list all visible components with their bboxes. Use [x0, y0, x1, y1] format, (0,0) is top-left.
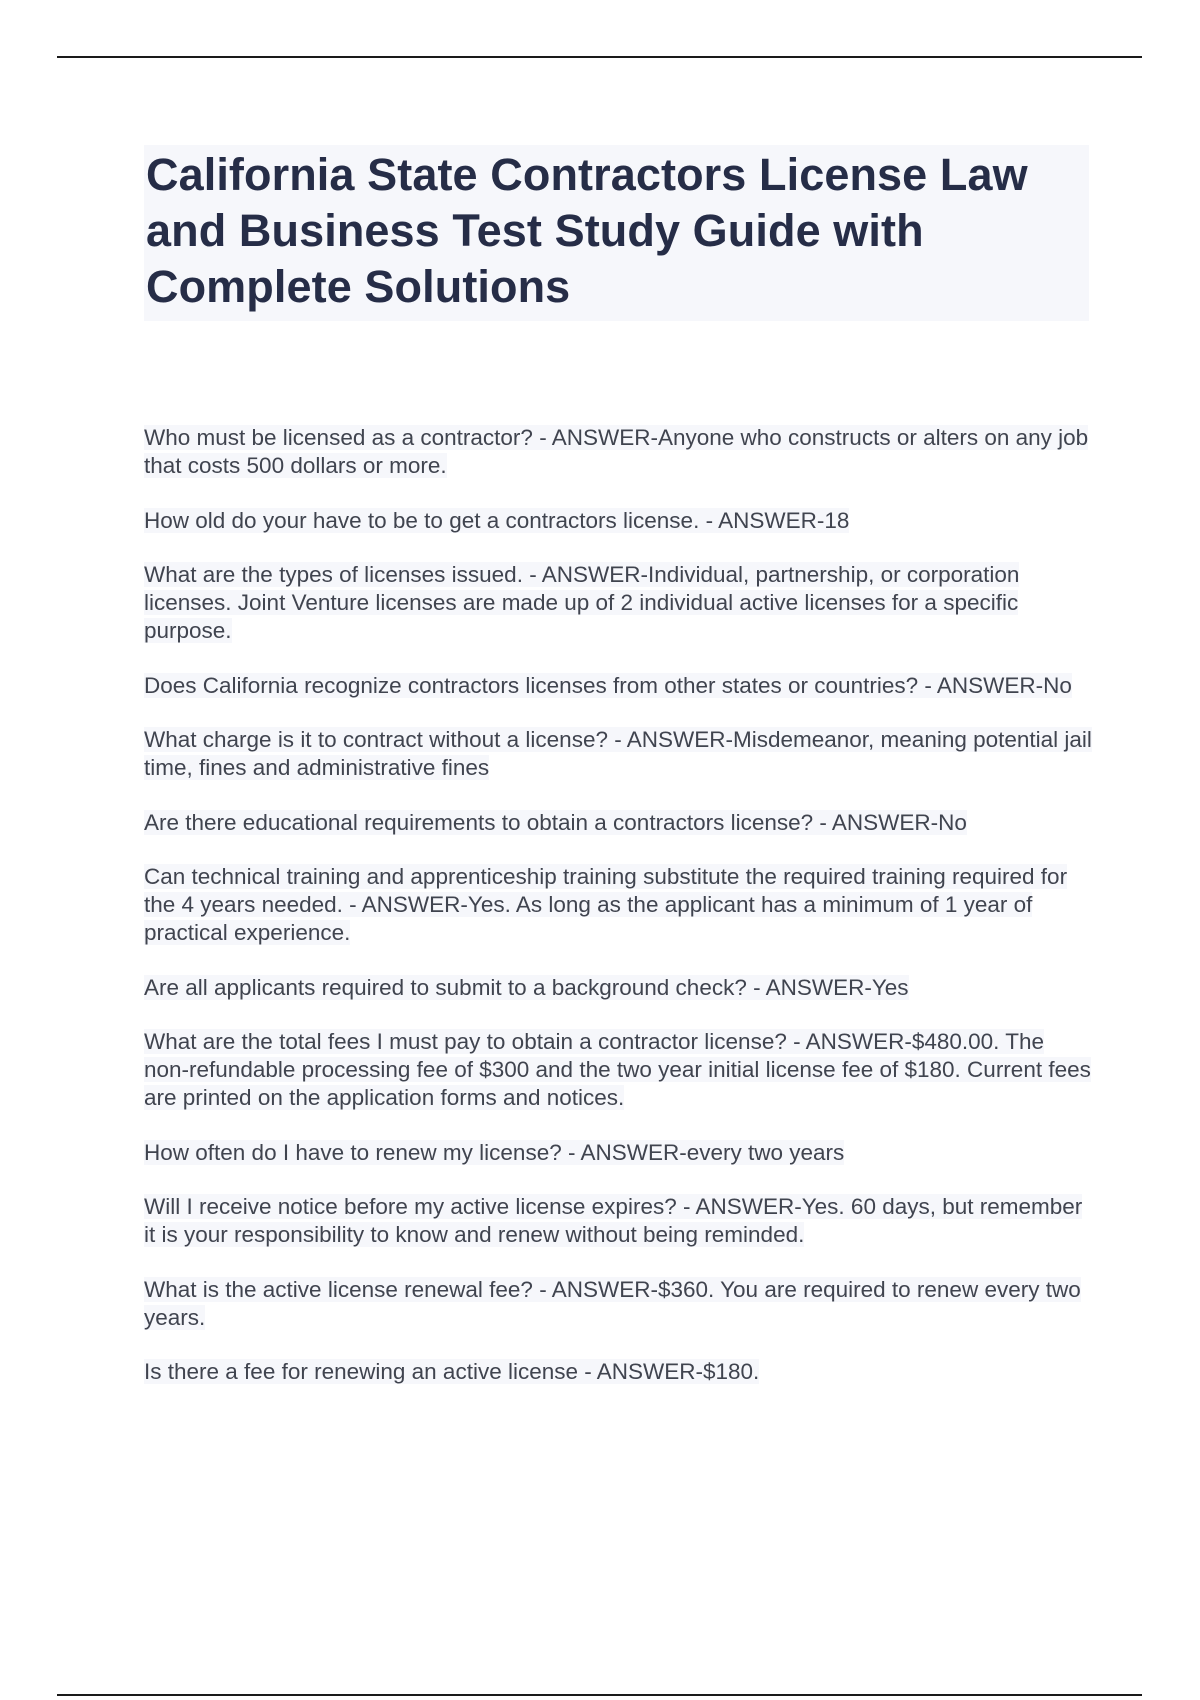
qa-text: Can technical training and apprenticeship training substitute the required training required for the 4 years needed. - ANSWER-Yes. As long as the applicant has a minimum of 1 year of practical experience. [144, 864, 1068, 945]
qa-item [144, 424, 1094, 480]
qa-item [144, 809, 1094, 837]
qa-text: What are the total fees I must pay to obtain a contractor license? - ANSWER-$480.00. The non-refundable processing fee of $300 and the two year initial license fee of $180. Current fees are printed on the application forms and notices. [144, 1029, 1091, 1110]
qa-item [144, 672, 1094, 700]
qa-item [144, 1028, 1094, 1112]
bottom-rule [57, 1694, 1142, 1696]
qa-item [144, 1276, 1094, 1332]
qa-item [144, 1193, 1094, 1249]
title-block [144, 145, 1089, 321]
qa-text: What charge is it to contract without a license? - ANSWER-Misdemeanor, meaning potential jail time, fines and administrative fines [144, 727, 1092, 780]
qa-text: Are there educational requirements to obtain a contractors license? - ANSWER-No [144, 809, 967, 835]
qa-item [144, 561, 1094, 645]
qa-text: Are all applicants required to submit to a background check? - ANSWER-Yes [144, 974, 909, 1000]
qa-text: What are the types of licenses issued. - ANSWER-Individual, partnership, or corporation licenses. Joint Venture licenses are made up of 2 individual active licenses for a specific purpose. [144, 562, 1020, 643]
qa-item [144, 1358, 1094, 1386]
qa-item [144, 863, 1094, 947]
top-rule [57, 56, 1142, 58]
qa-item [144, 726, 1094, 782]
qa-item [144, 1139, 1094, 1167]
qa-text: Does California recognize contractors licenses from other states or countries? - ANSWER-No [144, 672, 1072, 698]
qa-text: What is the active license renewal fee? - ANSWER-$360. You are required to renew every two years. [144, 1276, 1081, 1330]
document-title: California State Contractors License Law and Business Test Study Guide with Complete Solutions [146, 149, 1028, 312]
qa-text: Is there a fee for renewing an active license - ANSWER-$180. [144, 1359, 760, 1384]
qa-text: How often do I have to renew my license? - ANSWER-every two years [144, 1139, 845, 1165]
qa-item [144, 507, 1094, 535]
qa-list [144, 424, 1094, 1413]
qa-item [144, 974, 1094, 1002]
qa-text: How old do your have to be to get a contractors license. - ANSWER-18 [144, 507, 850, 533]
qa-text: Will I receive notice before my active license expires? - ANSWER-Yes. 60 days, but remember it is your responsibility to know and renew without being reminded. [144, 1194, 1083, 1247]
qa-text: Who must be licensed as a contractor? - ANSWER-Anyone who constructs or alters on any job that costs 500 dollars or more. [144, 425, 1089, 478]
